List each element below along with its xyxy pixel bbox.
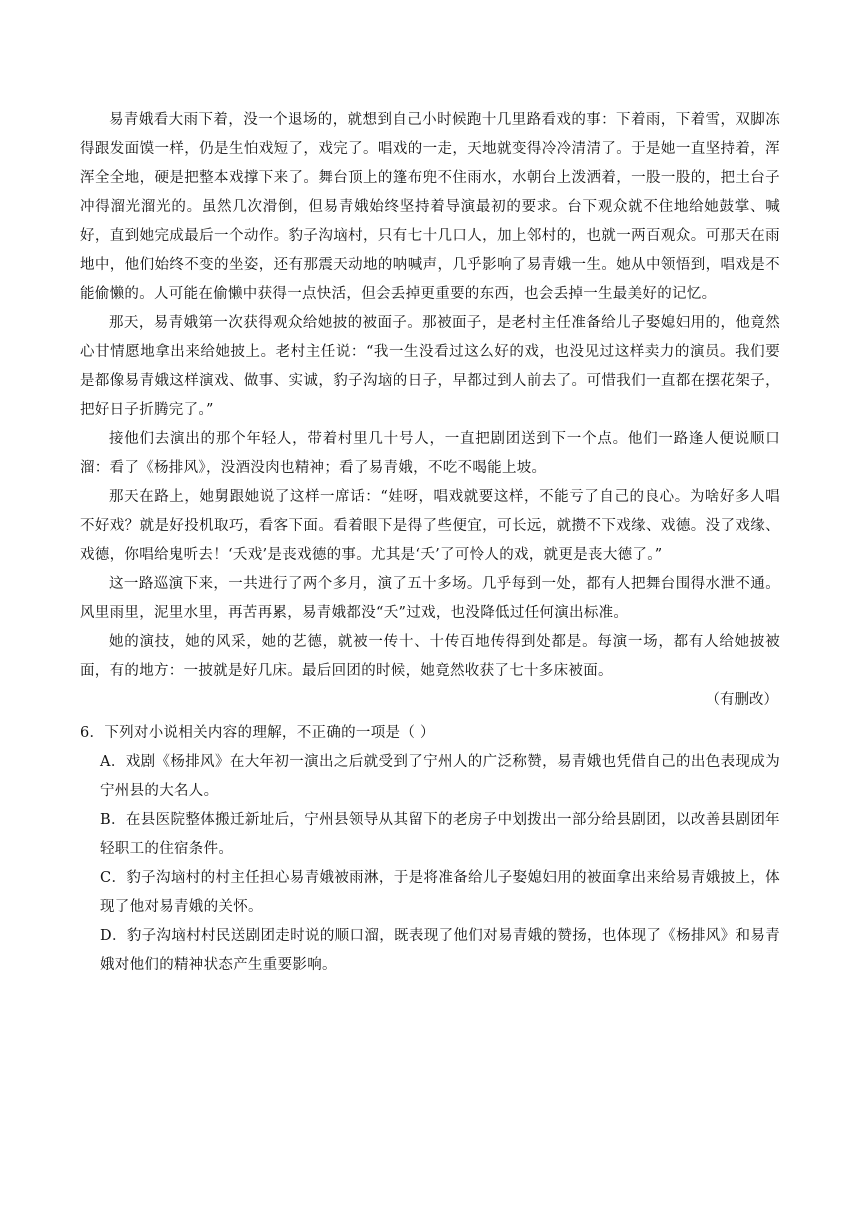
passage-paragraph-3: 接他们去演出的那个年轻人，带着村里几十号人，一直把剧团送到下一个点。他们一路逢人便说顺口溜：看了《杨排风》，没酒没肉也精神；看了易青娥，不吃不喝能上坡。 — [80, 431, 780, 476]
document-content — [80, 106, 780, 980]
passage-paragraph-6: 她的演技，她的风采，她的艺德，就被一传十、十传百地传得到处都是。每演一场，都有人给她披被面，有的地方：一披就是好几床。最后回团的时候，她竟然收获了七十多床被面。 — [80, 634, 780, 679]
option-d-text: 豹子沟垴村村民送剧团走时说的顺口溜，既表现了他们对易青娥的赞扬，也体现了《杨排风》和易青娥对他们的精神状态产生重要影响。 — [100, 928, 780, 973]
option-c — [80, 864, 780, 922]
passage-paragraph-2: 那天，易青娥第一次获得观众给她披的被面子。那被面子，是老村主任准备给儿子娶媳妇用的，他竟然心甘情愿地拿出来给她披上。老村主任说：“我一生没看过这么好的戏，也没见过这样卖力的演员。我们要是都像易青娥这样演戏、做事、实诚，豹子沟垴的日子，早都过到人前去了。可惜我们一直都在摆花架子，把好日子折腾完了。” — [80, 315, 780, 418]
option-c-text: 豹子沟垴村的村主任担心易青娥被雨淋，于是将准备给儿子娶媳妇用的被面拿出来给易青娥披上，体现了他对易青娥的关怀。 — [100, 870, 780, 915]
passage-paragraph-4: 那天在路上，她舅跟她说了这样一席话：“娃呀，唱戏就要这样，不能亏了自己的良心。为啥好多人唱不好戏？就是好投机取巧，看客下面。看着眼下是得了些便宜，可长远，就攒不下戏缘、戏德。没了戏缘、戏德，你唱给鬼听去！‘夭戏’是丧戏德的事。尤其是‘夭’了可怜人的戏，就更是丧大德了。” — [80, 489, 780, 563]
passage-paragraph-1: 易青娥看大雨下着，没一个退场的，就想到自己小时候跑十几里路看戏的事：下着雨，下着雪，双脚冻得跟发面馍一样，仍是生怕戏短了，戏完了。唱戏的一走，天地就变得冷冷清清了。于是她一直坚持着，浑浑全全地，硬是把整本戏撑下来了。舞台顶上的篷布兜不住雨水，水朝台上泼洒着，一股一股的，把土台子冲得溜光溜光的。虽然几次滑倒，但易青娥始终坚持着导演最初的要求。台下观众就不住地给她鼓掌、喊好，直到她完成最后一个动作。豹子沟垴村，只有七十几口人，加上邻村的，也就一两百观众。可那天在雨地中，他们始终不变的坐姿，还有那震天动地的呐喊声，几乎影响了易青娥一生。她从中领悟到，唱戏是不能偷懒的。人可能在偷懒中获得一点快活，但会丢掉更重要的东西，也会丢掉一生最美好的记忆。 — [80, 112, 780, 302]
option-b-text: 在县医院整体搬迁新址后，宁州县领导从其留下的老房子中划拨出一部分给县剧团，以改善县剧团年轻职工的住宿条件。 — [100, 812, 780, 857]
option-a-letter: A． — [100, 754, 126, 770]
option-b — [80, 806, 780, 864]
option-b-letter: B． — [100, 812, 126, 828]
option-a — [80, 748, 780, 806]
source-note: （有删改） — [705, 692, 778, 708]
option-d-letter: D． — [100, 928, 127, 944]
question-stem: 6．下列对小说相关内容的理解，不正确的一项是（ ） — [80, 725, 435, 741]
passage-paragraph-5: 这一路巡演下来，一共进行了两个多月，演了五十多场。几乎每到一处，都有人把舞台围得水泄不通。风里雨里，泥里水里，再苦再累，易青娥都没“夭”过戏，也没降低过任何演出标准。 — [80, 576, 780, 621]
option-a-text: 戏剧《杨排风》在大年初一演出之后就受到了宁州人的广泛称赞，易青娥也凭借自己的出色表现成为宁州县的大名人。 — [100, 754, 780, 799]
option-d — [80, 922, 780, 980]
option-c-letter: C． — [100, 870, 127, 886]
